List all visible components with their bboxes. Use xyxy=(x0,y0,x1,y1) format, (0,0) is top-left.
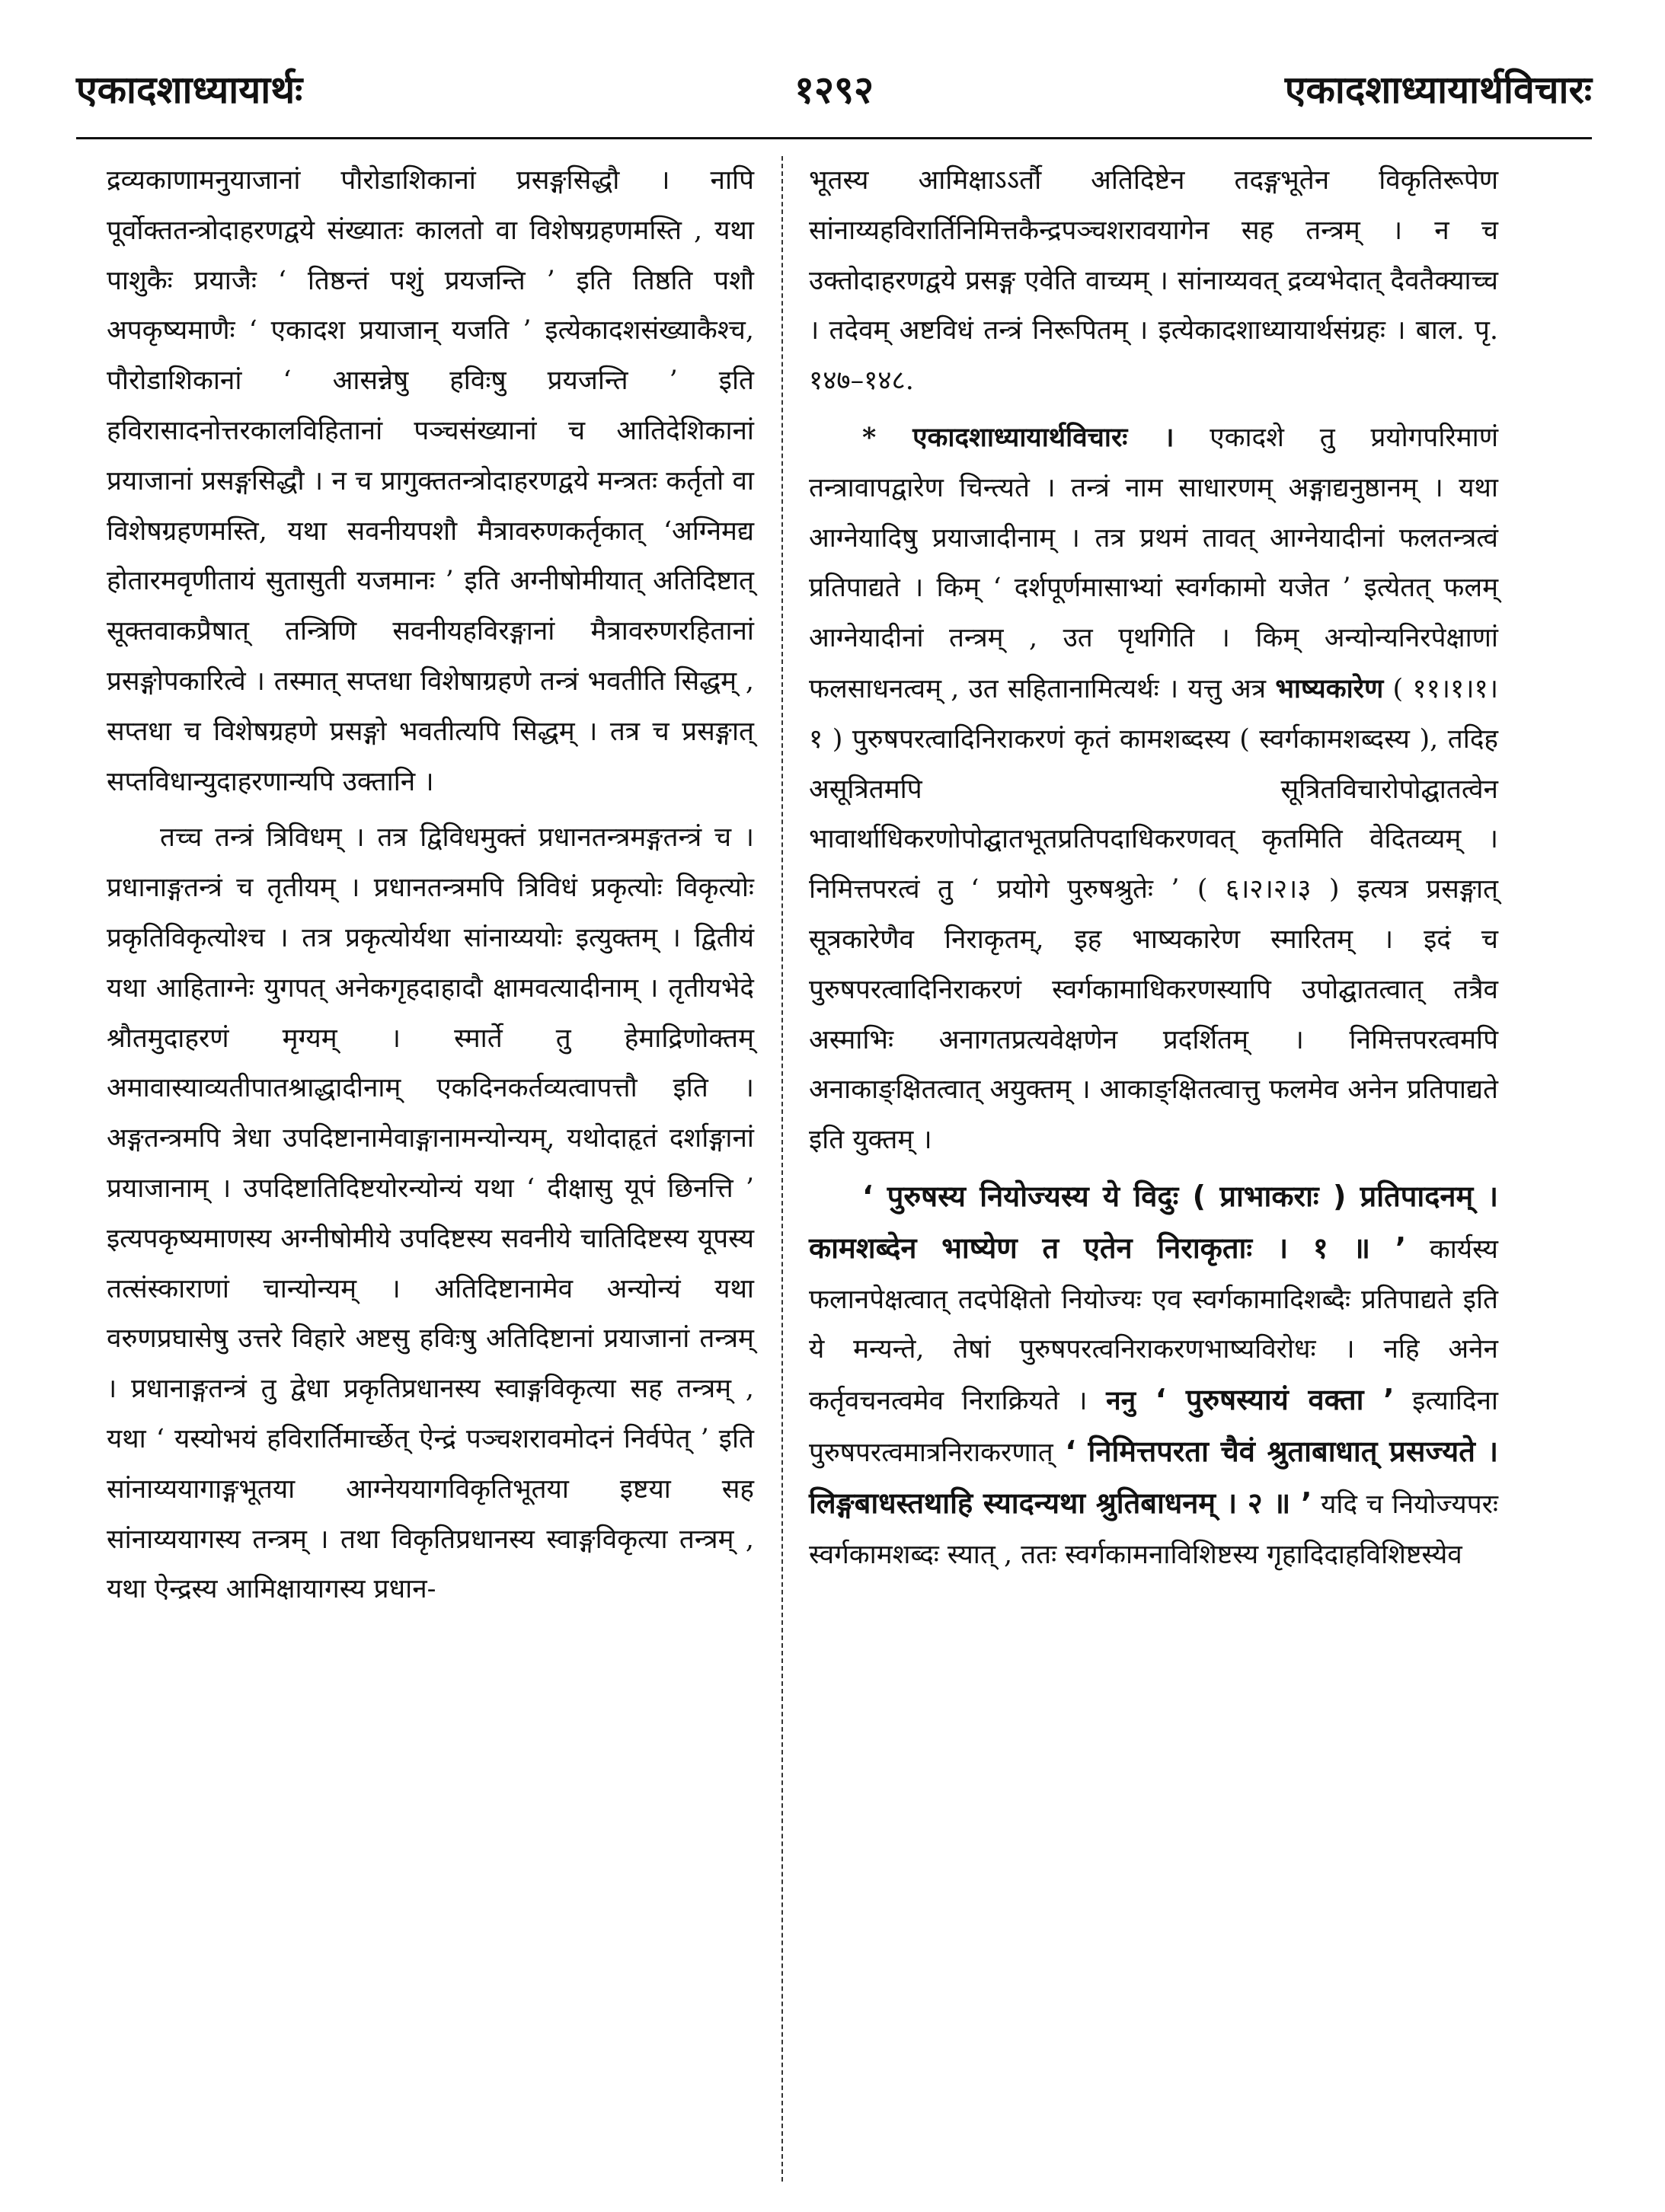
paragraph-text: कार्यस्य फलानपेक्षत्वात् तदपेक्षितो नियोज्यः एव स्वर्गकामादिशब्दैः प्रतिपाद्यते इति ये मन्यन्ते, तेषां पुरुषपरत्वनिराकरणभाष्यविरोधः । नहि अनेन कर्तृवचनत्वमेव निराक्रियते । xyxy=(809,1234,1498,1417)
page-header xyxy=(76,61,1592,122)
verse-1: ‘ पुरुषस्य नियोज्यस्य ये विदुः ( प्राभाकराः ) प्रतिपादनम् । कामशब्देन भाष्येण त एतेन निराकृताः । १ ॥ ’ xyxy=(809,1179,1498,1265)
column-divider xyxy=(781,156,783,2182)
running-head-right: एकादशाध्यायार्थविचारः xyxy=(1284,68,1592,112)
paragraph-text: ( ११।१।१।१ ) पुरुषपरत्वादिनिराकरणं कृतं कामशब्दस्य ( स्वर्गकामशब्दस्य ), तदिह असूत्रितमपि सूत्रितविचारोपोद्घातत्वेन भावार्थाधिकरणोपोद्घातभूतप्रतिपदाधिकरणवत् कृतमिति वेदितव्यम् । निमित्तपरत्वं तु ‘ प्रयोगे पुरुषश्रुतेः ’ ( ६।२।२।३ ) इत्यत्र प्रसङ्गात् सूत्रकारेणैव निराकृतम्, इह भाष्यकारेण स्मारितम् । इदं च पुरुषपरत्वादिनिराकरणं स्वर्गकामाधिकरणस्यापि उपोद्घातत्वात् तत्रैव अस्माभिः अनागतप्रत्यवेक्षणेन प्रदर्शितम् । निमित्तपरत्वमपि अनाकाङ्क्षितत्वात् अयुक्तम् । आकाङ्क्षितत्वात्तु फलमेव अनेन प्रतिपाद्यते इति युक्तम् । xyxy=(809,673,1498,1156)
right-paragraph-1: भूतस्य आमिक्षाऽऽर्तौ अतिदिष्टेन तदङ्गभूतेन विकृतिरूपेण सांनाय्यहविरार्तिनिमित्तकैन्द्रपञ्चशरावयागेन सह तन्त्रम् । न च उक्तोदाहरणद्वये प्रसङ्ग एवेति वाच्यम् । सांनाय्यवत् द्रव्यभेदात् दैवतैक्याच्च । तदेवम् अष्टविधं तन्त्रं निरूपितम् । इत्येकादशाध्यायार्थसंग्रहः । बाल. पृ. १४७–१४८. xyxy=(809,165,1498,397)
left-column xyxy=(107,156,754,1615)
right-paragraph-3 xyxy=(809,1172,1498,1580)
right-paragraph-2 xyxy=(809,413,1498,1166)
section-heading: * एकादशाध्यायार्थविचारः । xyxy=(862,421,1174,453)
bhashyakara-term: भाष्यकारेण xyxy=(1275,672,1384,704)
paragraph-text: यदि च नियोज्यपरः स्वर्गकामशब्दः स्यात् , ततः स्वर्गकामनाविशिष्टस्य गृहादिदाहविशिष्टस्येव xyxy=(809,1489,1498,1570)
paragraph-text: इत्यादिना पुरुषपरत्वमात्रनिराकरणात् xyxy=(809,1386,1498,1468)
left-paragraph-1: द्रव्यकाणामनुयाजानां पौरोडाशिकानां प्रसङ्गसिद्धौ । नापि पूर्वोक्ततन्त्रोदाहरणद्वये संख्यातः कालतो वा विशेषग्रहणमस्ति , यथा पाशुकैः प्रयाजैः ‘ तिष्ठन्तं पशुं प्रयजन्ति ’ इति तिष्ठति पशौ अपकृष्यमाणैः ‘ एकादश प्रयाजान् यजति ’ इत्येकादशसंख्याकैश्च, पौरोडाशिकानां ‘ आसन्नेषु हविःषु प्रयजन्ति ’ इति हविरासादनोत्तरकालविहितानां पञ्चसंख्यानां च आतिदेशिकानां प्रयाजानां प्रसङ्गसिद्धौ । न च प्रागुक्ततन्त्रोदाहरणद्वये मन्त्रतः कर्तृतो वा विशेषग्रहणमस्ति, यथा सवनीयपशौ मैत्रावरुणकर्तृकात् ‘अग्निमद्य होतारमवृणीतायं सुतासुती यजमानः ’ इति अग्नीषोमीयात् अतिदिष्टात् सूक्तवाकप्रैषात् तन्त्रिणि सवनीयहविरङ्गानां मैत्रावरुणरहितानां प्रसङ्गोपकारित्वे । तस्मात् सप्तधा विशेषाग्रहणे तन्त्रं भवतीति सिद्धम् , सप्तधा च विशेषग्रहणे प्रसङ्गो भवतीत्यपि सिद्धम् । तत्र च प्रसङ्गात् सप्तविधान्युदाहरणान्यपि उक्तानि । xyxy=(107,165,754,797)
nanu-word: ननु xyxy=(1087,1385,1136,1417)
right-column xyxy=(809,156,1498,1580)
page-number: १२९२ xyxy=(794,68,874,112)
quote-1: ‘ पुरुषस्यायं वक्ता ’ xyxy=(1136,1383,1395,1417)
verse-2: ‘ निमित्तपरता चैवं श्रुताबाधात् प्रसज्यते । लिङ्गबाधस्तथाहि स्यादन्यथा श्रुतिबाधनम् । २ ॥ ’ xyxy=(809,1434,1498,1520)
running-head-left: एकादशाध्यायार्थः xyxy=(76,68,303,112)
paragraph-text: एकादशे तु प्रयोगपरिमाणं तन्त्रावापद्वारेण चिन्त्यते । तन्त्रं नाम साधारणम् अङ्गाद्यनुष्ठानम् । यथा आग्नेयादिषु प्रयाजादीनाम् । तत्र प्रथमं तावत् आग्नेयादीनां फलतन्त्रत्वं प्रतिपाद्यते । किम् ‘ दर्शपूर्णमासाभ्यां स्वर्गकामो यजेत ’ इत्येतत् फलम् आग्नेयादीनां तन्त्रम् , उत पृथगिति । किम् अन्योन्यनिरपेक्षाणां फलसाधनत्वम् , उत सहितानामित्यर्थः । यत्तु अत्र xyxy=(809,422,1498,704)
header-rule xyxy=(76,137,1592,139)
left-paragraph-2: तच्च तन्त्रं त्रिविधम् । तत्र द्विविधमुक्तं प्रधानतन्त्रमङ्गतन्त्रं च । प्रधानाङ्गतन्त्रं च तृतीयम् । प्रधानतन्त्रमपि त्रिविधं प्रकृत्योः विकृत्योः प्रकृतिविकृत्योश्च । तत्र प्रकृत्योर्यथा सांनाय्ययोः इत्युक्तम् । द्वितीयं यथा आहिताग्नेः युगपत् अनेकगृहदाहादौ क्षामवत्यादीनाम् । तृतीयभेदे श्रौतमुदाहरणं मृग्यम् । स्मार्ते तु हेमाद्रिणोक्तम् अमावास्याव्यतीपातश्राद्धादीनाम् एकदिनकर्तव्यत्वापत्तौ इति । अङ्गतन्त्रमपि त्रेधा उपदिष्टानामेवाङ्गानामन्योन्यम्, यथोदाहृतं दर्शाङ्गानां प्रयाजानाम् । उपदिष्टातिदिष्टयोरन्योन्यं यथा ‘ दीक्षासु यूपं छिनत्ति ’ इत्यपकृष्यमाणस्य अग्नीषोमीये उपदिष्टस्य सवनीये चातिदिष्टस्य यूपस्य तत्संस्काराणां चान्योन्यम् । अतिदिष्टानामेव अन्योन्यं यथा वरुणप्रघासेषु उत्तरे विहारे अष्टसु हविःषु अतिदिष्टानां प्रयाजानां तन्त्रम् । प्रधानाङ्गतन्त्रं तु द्वेधा प्रकृतिप्रधानस्य स्वाङ्गविकृत्या सह तन्त्रम् , यथा ‘ यस्योभयं हविरार्तिमार्च्छेत् ऐन्द्रं पञ्चशरावमोदनं निर्वपेत् ’ इति सांनाय्ययागाङ्गभूतया आग्नेययागविकृतिभूतया इष्टया सह सांनाय्ययागस्य तन्त्रम् । तथा विकृतिप्रधानस्य स्वाङ्गविकृत्या तन्त्रम् , यथा ऐन्द्रस्य आमिक्षायागस्य प्रधान- xyxy=(107,822,754,1605)
